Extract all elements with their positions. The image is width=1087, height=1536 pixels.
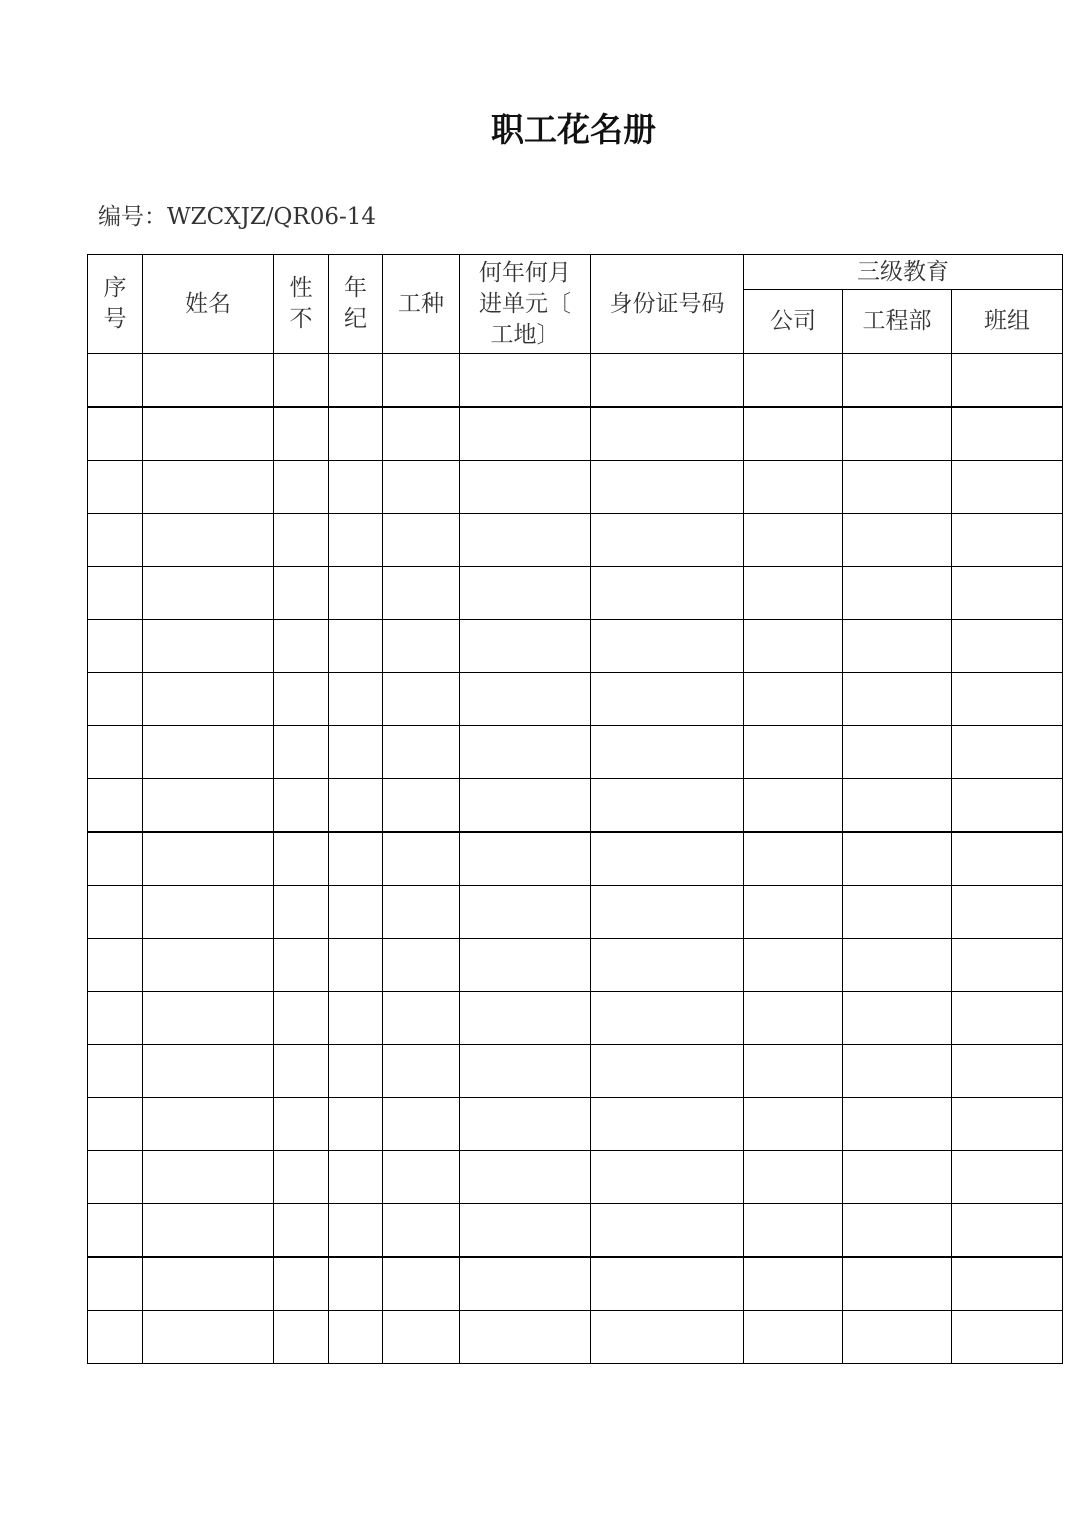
header-education-company: 公司 (744, 290, 843, 354)
cell-id-number[interactable] (591, 567, 744, 620)
cell-edu-project-dept[interactable] (843, 1311, 952, 1364)
cell-gender[interactable] (274, 461, 329, 514)
cell-entry-date[interactable] (460, 407, 591, 461)
table-row (88, 992, 1063, 1045)
cell-edu-team[interactable] (952, 1045, 1063, 1098)
cell-name[interactable] (143, 514, 274, 567)
roster-body (88, 354, 1063, 1364)
cell-seq[interactable] (88, 1257, 143, 1311)
cell-id-number[interactable] (591, 726, 744, 779)
cell-edu-team[interactable] (952, 1311, 1063, 1364)
cell-edu-project-dept[interactable] (843, 620, 952, 673)
cell-age[interactable] (329, 726, 383, 779)
cell-id-number[interactable] (591, 407, 744, 461)
cell-trade[interactable] (383, 1204, 460, 1258)
document-number: 编号：WZCXJZ/QR06-14 (98, 204, 377, 230)
cell-name[interactable] (143, 726, 274, 779)
header-education-project-dept: 工程部 (843, 290, 952, 354)
header-gender-line1: 性 (289, 275, 313, 301)
cell-edu-team[interactable] (952, 779, 1063, 833)
cell-seq[interactable] (88, 1311, 143, 1364)
cell-edu-team[interactable] (952, 832, 1063, 886)
cell-edu-company[interactable] (744, 673, 843, 726)
cell-gender[interactable] (274, 620, 329, 673)
table-row (88, 461, 1063, 514)
cell-seq[interactable] (88, 726, 143, 779)
cell-seq[interactable] (88, 1045, 143, 1098)
cell-edu-team[interactable] (952, 992, 1063, 1045)
cell-name[interactable] (143, 1045, 274, 1098)
table-row (88, 620, 1063, 673)
cell-edu-project-dept[interactable] (843, 939, 952, 992)
cell-id-number[interactable] (591, 620, 744, 673)
cell-name[interactable] (143, 1204, 274, 1258)
cell-edu-team[interactable] (952, 673, 1063, 726)
cell-id-number[interactable] (591, 673, 744, 726)
cell-entry-date[interactable] (460, 779, 591, 833)
cell-gender[interactable] (274, 1257, 329, 1311)
cell-edu-project-dept[interactable] (843, 673, 952, 726)
header-seq (88, 255, 143, 354)
cell-seq[interactable] (88, 1204, 143, 1258)
cell-id-number[interactable] (591, 461, 744, 514)
cell-id-number[interactable] (591, 354, 744, 408)
cell-entry-date[interactable] (460, 514, 591, 567)
cell-edu-company[interactable] (744, 1311, 843, 1364)
table-row (88, 832, 1063, 886)
cell-edu-project-dept[interactable] (843, 726, 952, 779)
cell-seq[interactable] (88, 832, 143, 886)
cell-age[interactable] (329, 779, 383, 833)
cell-name[interactable] (143, 832, 274, 886)
cell-trade[interactable] (383, 514, 460, 567)
cell-entry-date[interactable] (460, 886, 591, 939)
header-gender-line2: 不 (289, 306, 313, 332)
cell-name[interactable] (143, 1151, 274, 1204)
employee-roster-table (87, 254, 1063, 1364)
cell-gender[interactable] (274, 1045, 329, 1098)
cell-edu-company[interactable] (744, 886, 843, 939)
cell-id-number[interactable] (591, 939, 744, 992)
cell-age[interactable] (329, 620, 383, 673)
cell-entry-date[interactable] (460, 992, 591, 1045)
cell-entry-date[interactable] (460, 1098, 591, 1151)
cell-id-number[interactable] (591, 886, 744, 939)
table-row (88, 1151, 1063, 1204)
cell-edu-project-dept[interactable] (843, 514, 952, 567)
cell-gender[interactable] (274, 514, 329, 567)
header-education-team: 班组 (952, 290, 1063, 354)
cell-gender[interactable] (274, 992, 329, 1045)
cell-entry-date[interactable] (460, 1151, 591, 1204)
cell-trade[interactable] (383, 1098, 460, 1151)
cell-gender[interactable] (274, 726, 329, 779)
cell-age[interactable] (329, 1098, 383, 1151)
cell-age[interactable] (329, 1257, 383, 1311)
cell-age[interactable] (329, 939, 383, 992)
cell-edu-team[interactable] (952, 1257, 1063, 1311)
cell-edu-project-dept[interactable] (843, 1204, 952, 1258)
header-age-line1: 年 (344, 275, 367, 301)
cell-edu-company[interactable] (744, 514, 843, 567)
cell-seq[interactable] (88, 567, 143, 620)
cell-trade[interactable] (383, 1257, 460, 1311)
cell-edu-company[interactable] (744, 567, 843, 620)
table-row (88, 1045, 1063, 1098)
cell-edu-company[interactable] (744, 1098, 843, 1151)
header-name: 姓名 (143, 255, 274, 354)
cell-trade[interactable] (383, 992, 460, 1045)
cell-age[interactable] (329, 886, 383, 939)
cell-seq[interactable] (88, 939, 143, 992)
cell-edu-company[interactable] (744, 1257, 843, 1311)
cell-entry-date[interactable] (460, 673, 591, 726)
cell-trade[interactable] (383, 779, 460, 833)
cell-age[interactable] (329, 1151, 383, 1204)
cell-seq[interactable] (88, 992, 143, 1045)
cell-edu-company[interactable] (744, 1204, 843, 1258)
cell-name[interactable] (143, 886, 274, 939)
cell-edu-team[interactable] (952, 1098, 1063, 1151)
table-row (88, 567, 1063, 620)
cell-seq[interactable] (88, 514, 143, 567)
cell-trade[interactable] (383, 620, 460, 673)
cell-age[interactable] (329, 992, 383, 1045)
cell-edu-company[interactable] (744, 461, 843, 514)
cell-name[interactable] (143, 939, 274, 992)
cell-entry-date[interactable] (460, 726, 591, 779)
header-entry-date-line1: 何年何月 (479, 259, 571, 286)
cell-seq[interactable] (88, 673, 143, 726)
cell-trade[interactable] (383, 407, 460, 461)
cell-gender[interactable] (274, 354, 329, 408)
cell-age[interactable] (329, 1311, 383, 1364)
cell-name[interactable] (143, 992, 274, 1045)
cell-edu-company[interactable] (744, 992, 843, 1045)
table-row (88, 514, 1063, 567)
cell-trade[interactable] (383, 461, 460, 514)
cell-gender[interactable] (274, 567, 329, 620)
cell-gender[interactable] (274, 832, 329, 886)
cell-name[interactable] (143, 779, 274, 833)
cell-age[interactable] (329, 461, 383, 514)
cell-entry-date[interactable] (460, 461, 591, 514)
cell-edu-team[interactable] (952, 354, 1063, 408)
cell-edu-project-dept[interactable] (843, 1098, 952, 1151)
cell-entry-date[interactable] (460, 354, 591, 408)
cell-entry-date[interactable] (460, 1257, 591, 1311)
cell-edu-company[interactable] (744, 779, 843, 833)
cell-edu-project-dept[interactable] (843, 886, 952, 939)
table-row (88, 726, 1063, 779)
table-row (88, 939, 1063, 992)
cell-trade[interactable] (383, 1311, 460, 1364)
cell-seq[interactable] (88, 354, 143, 408)
cell-name[interactable] (143, 673, 274, 726)
cell-gender[interactable] (274, 886, 329, 939)
cell-edu-team[interactable] (952, 620, 1063, 673)
cell-id-number[interactable] (591, 779, 744, 833)
cell-edu-project-dept[interactable] (843, 354, 952, 408)
cell-gender[interactable] (274, 939, 329, 992)
cell-name[interactable] (143, 1098, 274, 1151)
cell-trade[interactable] (383, 567, 460, 620)
cell-edu-company[interactable] (744, 832, 843, 886)
cell-age[interactable] (329, 1204, 383, 1258)
cell-edu-project-dept[interactable] (843, 779, 952, 833)
cell-trade[interactable] (383, 726, 460, 779)
cell-gender[interactable] (274, 779, 329, 833)
cell-edu-company[interactable] (744, 620, 843, 673)
cell-id-number[interactable] (591, 514, 744, 567)
cell-trade[interactable] (383, 673, 460, 726)
cell-age[interactable] (329, 407, 383, 461)
table-row (88, 1098, 1063, 1151)
cell-name[interactable] (143, 461, 274, 514)
cell-entry-date[interactable] (460, 620, 591, 673)
cell-edu-project-dept[interactable] (843, 407, 952, 461)
header-age (329, 255, 383, 354)
cell-id-number[interactable] (591, 1257, 744, 1311)
cell-seq[interactable] (88, 407, 143, 461)
cell-id-number[interactable] (591, 1204, 744, 1258)
cell-seq[interactable] (88, 1151, 143, 1204)
table-row (88, 1311, 1063, 1364)
cell-seq[interactable] (88, 1098, 143, 1151)
cell-trade[interactable] (383, 939, 460, 992)
cell-name[interactable] (143, 407, 274, 461)
table-row (88, 779, 1063, 833)
cell-age[interactable] (329, 673, 383, 726)
cell-trade[interactable] (383, 1151, 460, 1204)
cell-edu-company[interactable] (744, 1151, 843, 1204)
cell-seq[interactable] (88, 620, 143, 673)
cell-age[interactable] (329, 514, 383, 567)
cell-edu-project-dept[interactable] (843, 1257, 952, 1311)
cell-age[interactable] (329, 832, 383, 886)
table-row (88, 1204, 1063, 1258)
header-seq-line1: 序 (103, 275, 127, 301)
cell-edu-company[interactable] (744, 726, 843, 779)
header-gender (274, 255, 329, 354)
header-entry-date (460, 255, 591, 354)
cell-name[interactable] (143, 620, 274, 673)
cell-id-number[interactable] (591, 1151, 744, 1204)
cell-edu-project-dept[interactable] (843, 992, 952, 1045)
cell-trade[interactable] (383, 886, 460, 939)
page-title: 职工花名册 (491, 110, 656, 149)
cell-entry-date[interactable] (460, 1204, 591, 1258)
cell-seq[interactable] (88, 886, 143, 939)
table-row (88, 354, 1063, 408)
cell-id-number[interactable] (591, 1045, 744, 1098)
cell-age[interactable] (329, 354, 383, 408)
cell-edu-team[interactable] (952, 514, 1063, 567)
cell-entry-date[interactable] (460, 567, 591, 620)
cell-name[interactable] (143, 1311, 274, 1364)
cell-edu-team[interactable] (952, 461, 1063, 514)
cell-gender[interactable] (274, 1151, 329, 1204)
cell-edu-company[interactable] (744, 1045, 843, 1098)
cell-edu-company[interactable] (744, 407, 843, 461)
cell-edu-project-dept[interactable] (843, 832, 952, 886)
cell-entry-date[interactable] (460, 1311, 591, 1364)
cell-id-number[interactable] (591, 1311, 744, 1364)
cell-edu-project-dept[interactable] (843, 461, 952, 514)
table-row (88, 886, 1063, 939)
table-row (88, 673, 1063, 726)
cell-edu-team[interactable] (952, 567, 1063, 620)
cell-entry-date[interactable] (460, 939, 591, 992)
cell-id-number[interactable] (591, 832, 744, 886)
cell-gender[interactable] (274, 407, 329, 461)
cell-edu-company[interactable] (744, 939, 843, 992)
cell-entry-date[interactable] (460, 832, 591, 886)
header-entry-date-line2: 进单元〔 (479, 290, 571, 317)
header-seq-line2: 号 (103, 306, 127, 332)
cell-id-number[interactable] (591, 1098, 744, 1151)
cell-edu-team[interactable] (952, 886, 1063, 939)
cell-edu-company[interactable] (744, 354, 843, 408)
header-trade: 工种 (383, 255, 460, 354)
cell-edu-project-dept[interactable] (843, 1151, 952, 1204)
cell-edu-team[interactable] (952, 1151, 1063, 1204)
header-age-line2: 纪 (344, 306, 367, 332)
cell-age[interactable] (329, 567, 383, 620)
cell-gender[interactable] (274, 1098, 329, 1151)
cell-trade[interactable] (383, 354, 460, 408)
cell-gender[interactable] (274, 673, 329, 726)
header-id-number: 身份证号码 (591, 255, 744, 354)
cell-gender[interactable] (274, 1311, 329, 1364)
cell-gender[interactable] (274, 1204, 329, 1258)
header-education-group: 三级教育 (744, 255, 1063, 290)
cell-name[interactable] (143, 567, 274, 620)
cell-edu-team[interactable] (952, 939, 1063, 992)
cell-age[interactable] (329, 1045, 383, 1098)
cell-trade[interactable] (383, 832, 460, 886)
cell-edu-team[interactable] (952, 407, 1063, 461)
header-entry-date-line3: 工地〕 (490, 321, 560, 348)
cell-entry-date[interactable] (460, 1045, 591, 1098)
table-row (88, 407, 1063, 461)
cell-trade[interactable] (383, 1045, 460, 1098)
cell-edu-project-dept[interactable] (843, 567, 952, 620)
cell-id-number[interactable] (591, 992, 744, 1045)
cell-name[interactable] (143, 354, 274, 408)
cell-edu-team[interactable] (952, 726, 1063, 779)
cell-name[interactable] (143, 1257, 274, 1311)
cell-seq[interactable] (88, 779, 143, 833)
cell-seq[interactable] (88, 461, 143, 514)
table-row (88, 1257, 1063, 1311)
cell-edu-project-dept[interactable] (843, 1045, 952, 1098)
cell-edu-team[interactable] (952, 1204, 1063, 1258)
